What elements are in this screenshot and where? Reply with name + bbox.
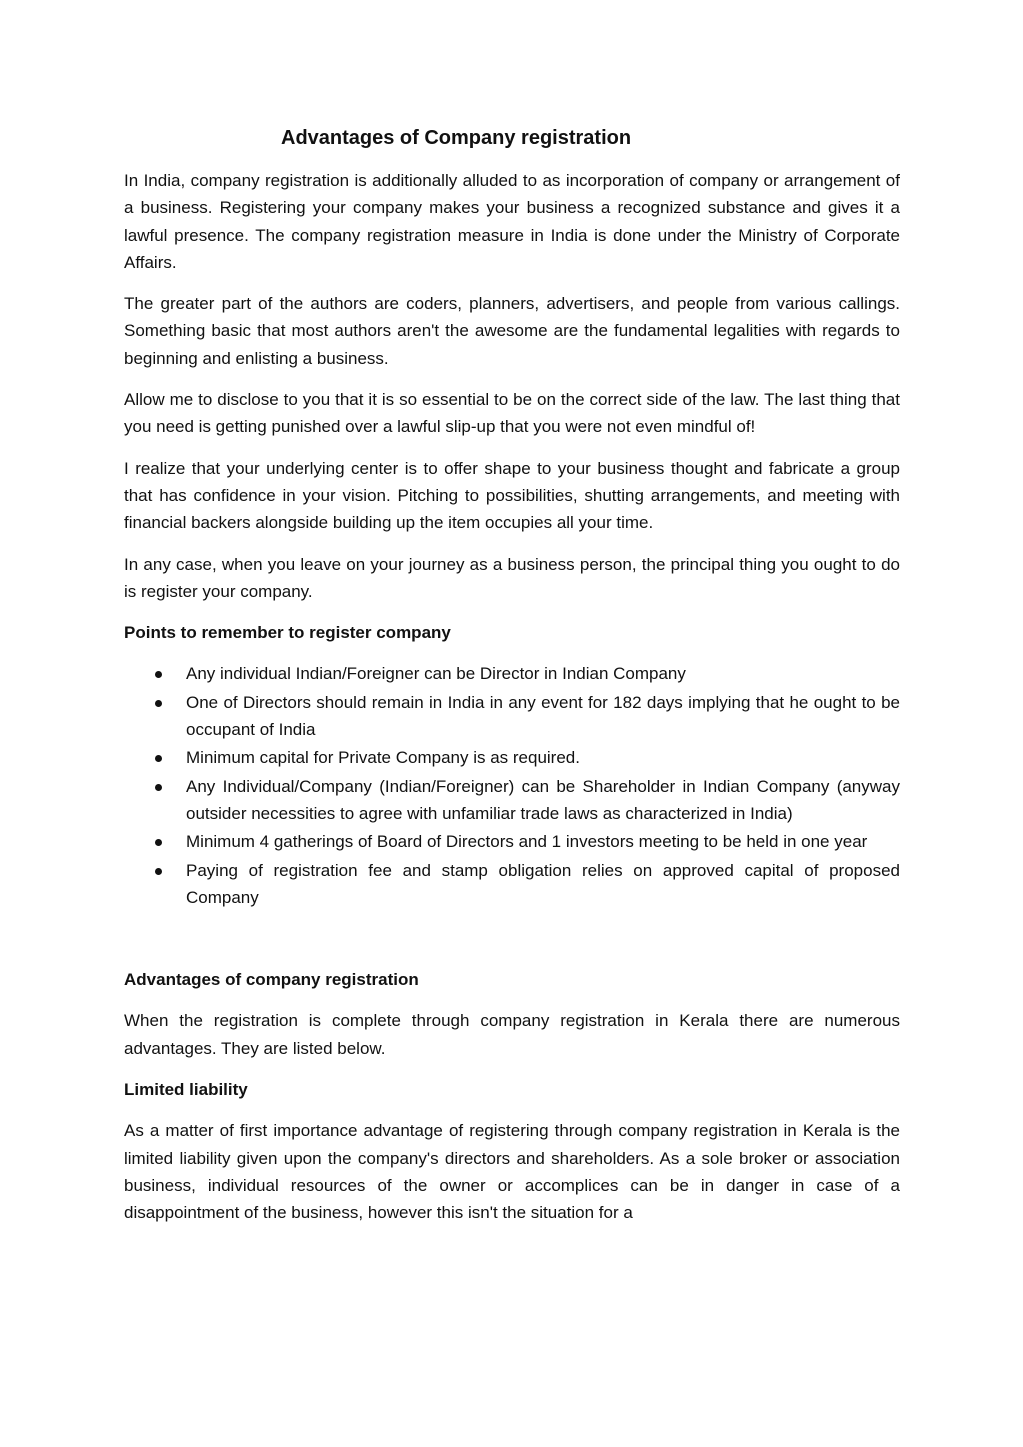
points-list [124, 660, 900, 911]
list-item-text: Any individual Indian/Foreigner can be Director in Indian Company [186, 664, 686, 684]
bullet-icon [155, 784, 162, 791]
list-item [124, 773, 900, 828]
points-heading: Points to remember to register company [124, 623, 451, 643]
bullet-icon [155, 671, 162, 678]
intro-paragraph-5: In any case, when you leave on your journey as a business person, the principal thing you ought to do is register your company. [124, 554, 900, 601]
advantages-heading: Advantages of company registration [124, 970, 419, 990]
list-item-text: Paying of registration fee and stamp obligation relies on approved capital of proposed Company [186, 860, 900, 907]
spacer [124, 912, 900, 966]
intro-paragraph-3: Allow me to disclose to you that it is so essential to be on the correct side of the law. The last thing that you need is getting punished over a lawful slip-up that you were not even mindful of! [124, 390, 900, 437]
intro-paragraph-2: The greater part of the authors are coders, planners, advertisers, and people from various callings. Something basic that most authors aren't the awesome are the fundamental legalities with regards to beginning and enlisting a business. [124, 294, 900, 368]
list-item [124, 689, 900, 744]
list-item-text: Minimum capital for Private Company is as required. [186, 748, 580, 768]
bullet-icon [155, 755, 162, 762]
bullet-icon [155, 839, 162, 846]
list-item [124, 660, 900, 687]
limited-liability-text: As a matter of first importance advantage of registering through company registration in Kerala is the limited liability given upon the company's directors and shareholders. As a sole broker or association business, individual resources of the owner or accomplices can be in danger in case of a disappointment of the business, however this isn't the situation for a [124, 1121, 900, 1223]
bullet-icon [155, 868, 162, 875]
limited-liability-heading: Limited liability [124, 1080, 248, 1100]
intro-paragraph-1: In India, company registration is additionally alluded to as incorporation of company or arrangement of a business. Registering your company makes your business a recognized substance and gives it a lawful presence. The company registration measure in India is done under the Ministry of Corporate Affairs. [124, 171, 900, 272]
list-item-text: Any Individual/Company (Indian/Foreigner) can be Shareholder in Indian Company (anyway outsider necessities to agree with unfamiliar trade laws as characterized in India) [186, 776, 900, 823]
list-item [124, 857, 900, 912]
list-item-text: Minimum 4 gatherings of Board of Directors and 1 investors meeting to be held in one year [186, 832, 868, 852]
document-page [124, 123, 900, 1241]
list-item-text: One of Directors should remain in India in any event for 182 days implying that he ought to be occupant of India [186, 692, 900, 740]
list-item [124, 744, 900, 771]
list-item [124, 828, 900, 855]
bullet-icon [155, 700, 162, 707]
document-title: Advantages of Company registration [281, 127, 632, 149]
advantages-intro: When the registration is complete through company registration in Kerala there are numerous advantages. They are listed below. [124, 1011, 900, 1058]
intro-paragraph-4: I realize that your underlying center is to offer shape to your business thought and fabricate a group that has confidence in your vision. Pitching to possibilities, shutting arrangements, and meeting with financial backers alongside building up the item occupies all your time. [124, 458, 900, 533]
